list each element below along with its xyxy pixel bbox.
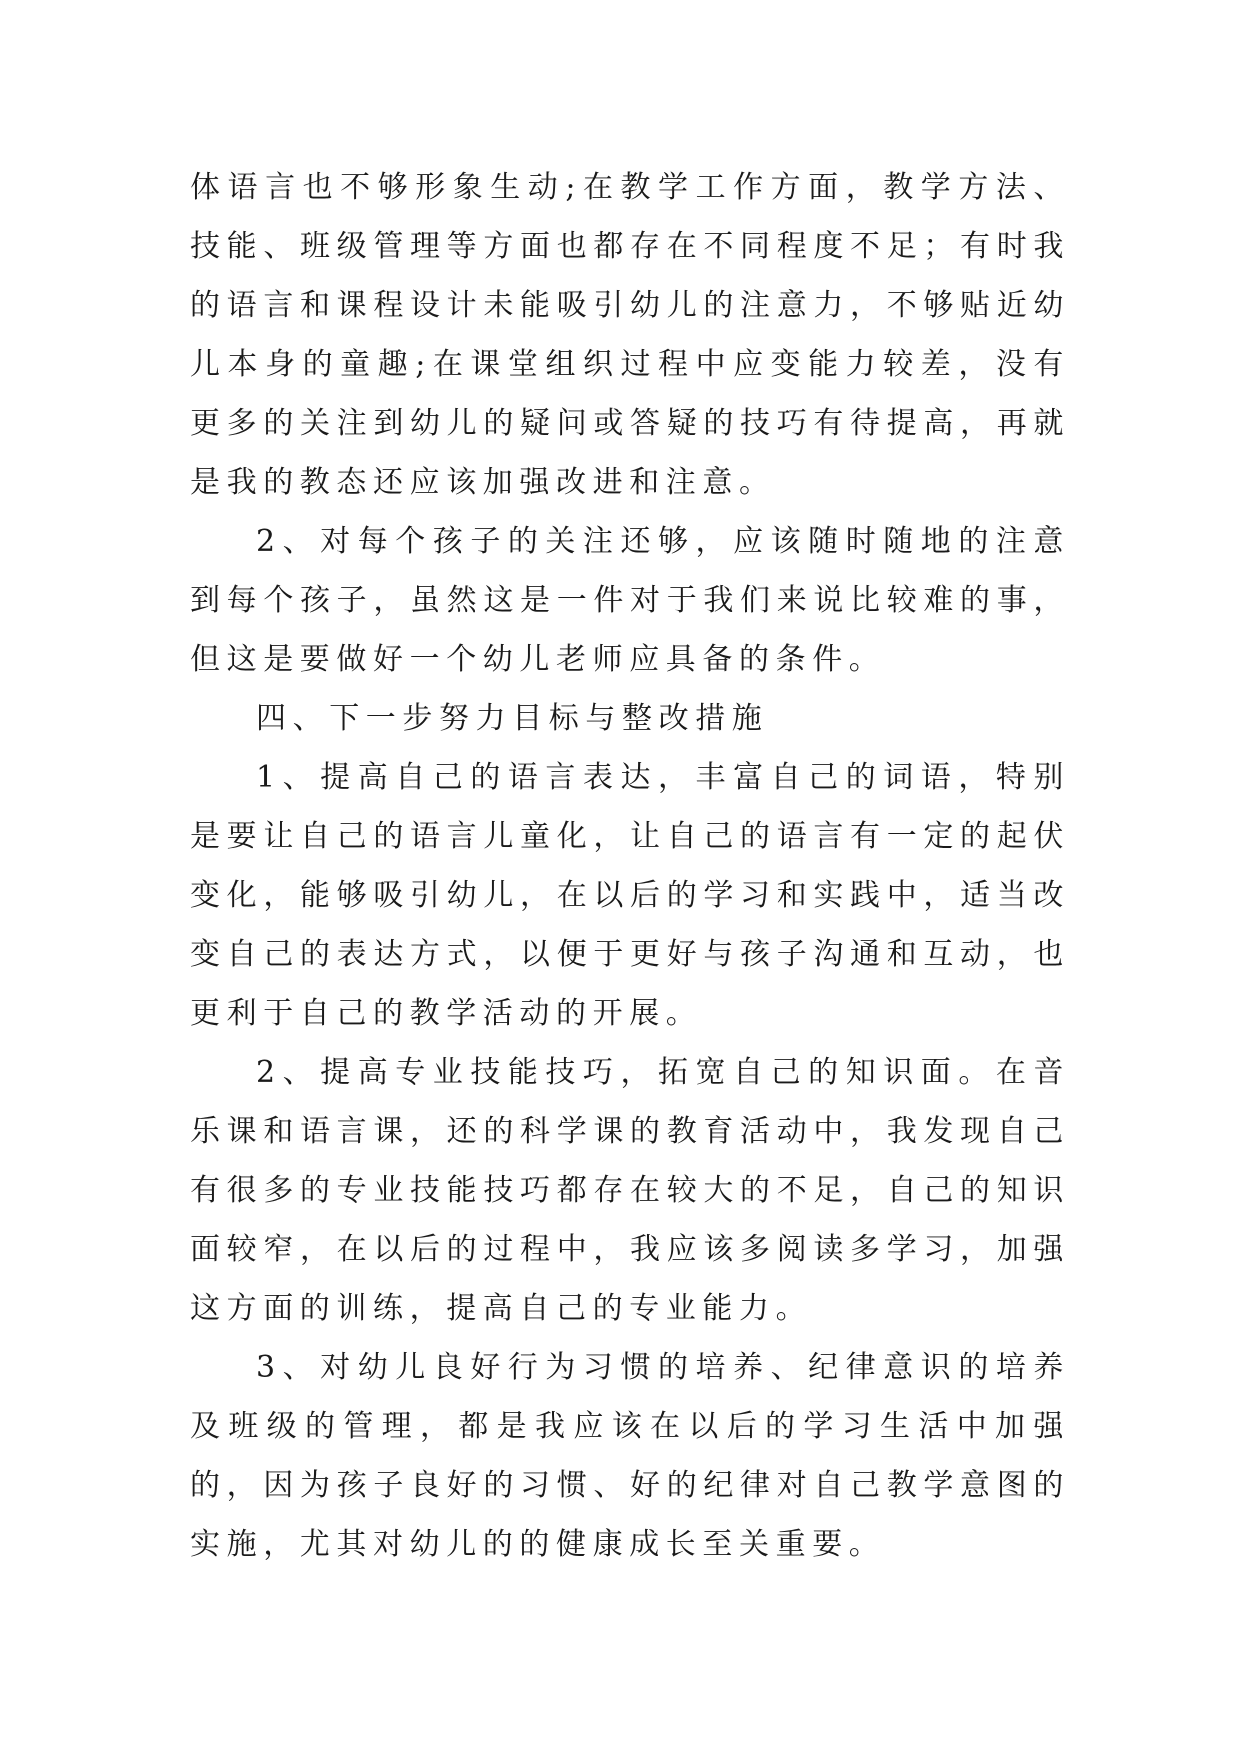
section-heading-next-steps: 四、下一步努力目标与整改措施 (256, 701, 769, 736)
paragraph-item-2-attention: 2、对每个孩子的关注还够，应该随时随地的注意到每个孩子，虽然这是一件对于我们来说比较难的事，但这是要做好一个幼儿老师应具备的条件。 (190, 524, 1070, 677)
paragraph-continuation: 体语言也不够形象生动;在教学工作方面，教学方法、技能、班级管理等方面也都存在不同程度不足；有时我的语言和课程设计未能吸引幼儿的注意力，不够贴近幼儿本身的童趣;在课堂组织过程中应变能力较差，没有更多的关注到幼儿的疑问或答疑的技巧有待提高，再就是我的教态还应该加强改进和注意。 (190, 170, 1070, 500)
paragraph-item-3-habits: 3、对幼儿良好行为习惯的培养、纪律意识的培养及班级的管理，都是我应该在以后的学习生活中加强的，因为孩子良好的习惯、好的纪律对自己教学意图的实施，尤其对幼儿的的健康成长至关重要。 (190, 1350, 1070, 1562)
paragraph-item-1-language: 1、提高自己的语言表达，丰富自己的词语，特别是要让自己的语言儿童化，让自己的语言有一定的起伏变化，能够吸引幼儿，在以后的学习和实践中，适当改变自己的表达方式，以便于更好与孩子沟通和互动，也更利于自己的教学活动的开展。 (190, 760, 1070, 1031)
document-page (190, 158, 1070, 1574)
paragraph-item-2-skills: 2、提高专业技能技巧，拓宽自己的知识面。在音乐课和语言课，还的科学课的教育活动中，我发现自己有很多的专业技能技巧都存在较大的不足，自己的知识面较窄，在以后的过程中，我应该多阅读多学习，加强这方面的训练，提高自己的专业能力。 (190, 1055, 1070, 1326)
